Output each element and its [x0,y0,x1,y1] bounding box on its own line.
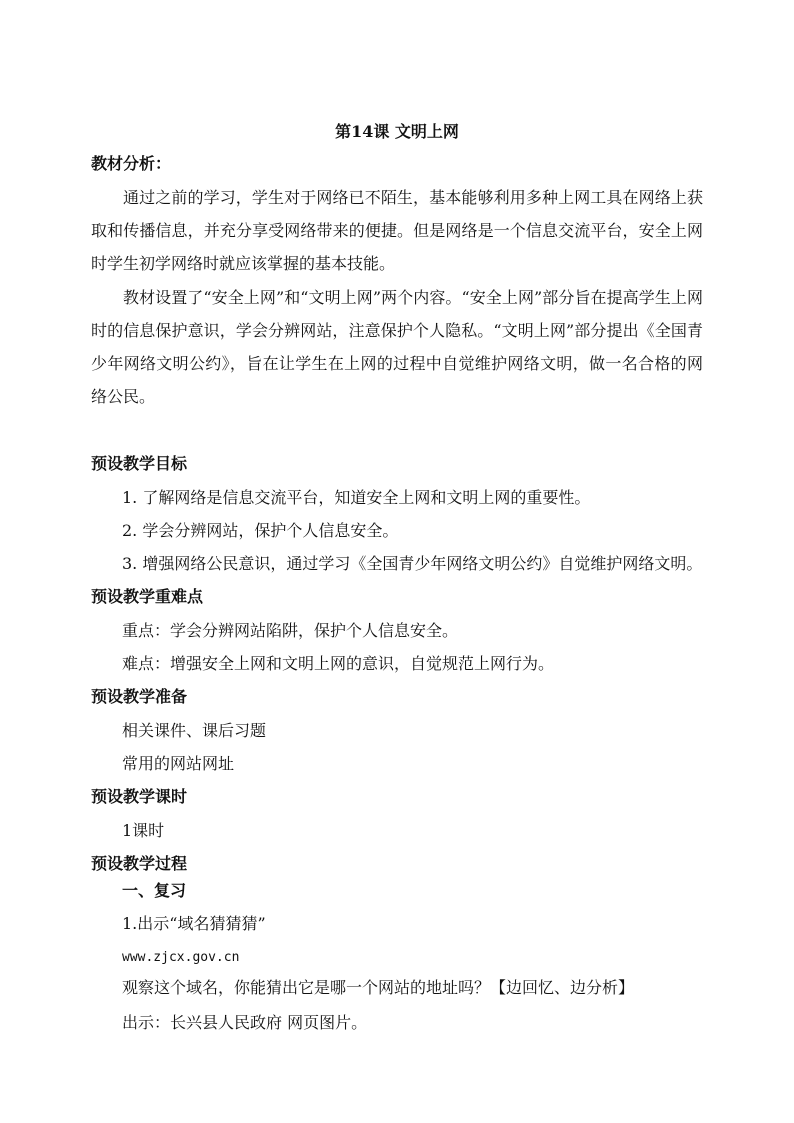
difficulty-point: 难点：增强安全上网和文明上网的意识，自觉规范上网行为。 [122,654,555,673]
process-show: 出示：长兴县人民政府 网页图片。 [122,1013,368,1032]
goal-item-1: 1. 了解网络是信息交流平台，知道安全上网和文明上网的重要性。 [122,488,591,507]
preparation-heading: 预设教学准备 [91,687,188,706]
process-section-review: 一、复习 [122,881,187,900]
analysis-heading: 教材分析： [91,154,172,173]
preparation-item-2: 常用的网站网址 [122,754,235,773]
hours-heading: 预设教学课时 [91,787,188,806]
analysis-paragraph-2: 教材设置了“安全上网”和“文明上网”两个内容。“安全上网”部分旨在提高学生上网时的信息保护意识，学会分辨网站，注意保护个人隐私。“文明上网”部分提出《全国青少年网络文明公约》，旨在让学生在上网的过程中自觉维护网络文明，做一名合格的网络公民。 [91,288,703,406]
process-question: 观察这个域名，你能猜出它是哪一个网站的地址吗？【边回忆、边分析】 [122,978,635,997]
process-heading: 预设教学过程 [91,854,188,873]
lesson-title: 第14课 文明上网 [335,122,459,141]
process-step-1: 1.出示“域名猜猜猜” [122,914,266,933]
goals-heading: 预设教学目标 [91,454,188,473]
key-points-heading: 预设教学重难点 [91,587,204,606]
goal-item-2: 2. 学会分辨网站，保护个人信息安全。 [122,521,399,540]
domain-example: www.zjcx.gov.cn [122,950,240,965]
goal-item-3: 3. 增强网络公民意识，通过学习《全国青少年网络文明公约》自觉维护网络文明。 [122,554,703,573]
analysis-paragraph-1: 通过之前的学习，学生对于网络已不陌生，基本能够利用多种上网工具在网络上获取和传播信息，并充分享受网络带来的便捷。但是网络是一个信息交流平台，安全上网时学生初学网络时就应该掌握的基本技能。 [91,188,703,273]
focus-point: 重点：学会分辨网站陷阱，保护个人信息安全。 [122,621,459,640]
hours-value: 1课时 [122,821,165,840]
preparation-item-1: 相关课件、课后习题 [122,721,267,740]
